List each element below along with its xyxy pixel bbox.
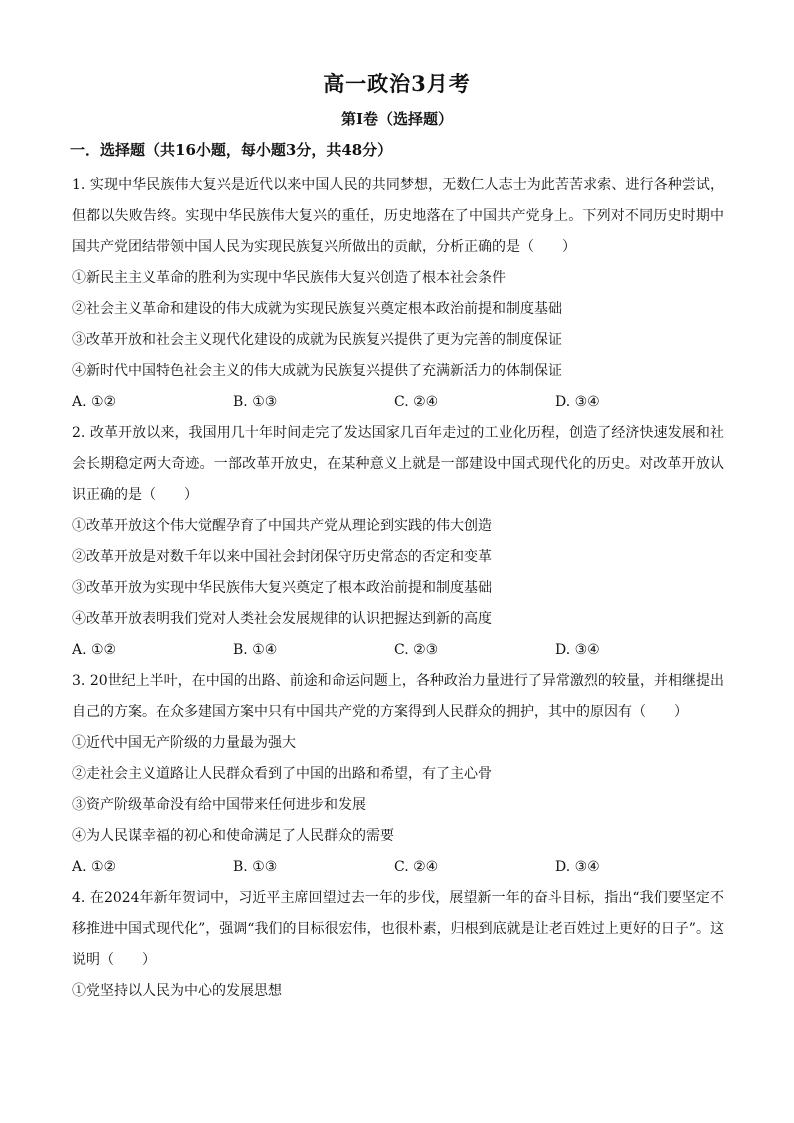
statement-option: ①新民主主义革命的胜利为实现中华民族伟大复兴创造了根本社会条件 [72,270,506,286]
section-heading: 一．选择题（共16小题，每小题3分，共48分） [70,141,393,159]
choice-c: C. ②③ [394,642,439,658]
statement-option: ③改革开放和社会主义现代化建设的成就为民族复兴提供了更为完善的制度保证 [72,332,562,348]
statement-option: ④为人民谋幸福的初心和使命满足了人民群众的需要 [72,828,394,844]
volume-subtitle: 第Ⅰ卷（选择题） [340,110,454,128]
statement-option: ①近代中国无产阶级的力量最为强大 [72,735,296,751]
answer-choices [72,852,724,883]
statement-option: ④新时代中国特色社会主义的伟大成就为民族复兴提供了充满新活力的体制保证 [72,363,562,379]
choice-d: D. ③④ [555,642,600,658]
statement-option: ②改革开放是对数千年以来中国社会封闭保守历史常态的否定和变革 [72,549,492,565]
question-list [72,170,724,1007]
choice-c: C. ②④ [394,859,439,875]
statement-option: ④改革开放表明我们党对人类社会发展规律的认识把握达到新的高度 [72,611,492,627]
statement-option: ②社会主义革命和建设的伟大成就为实现民族复兴奠定根本政治前提和制度基础 [72,301,562,317]
answer-choices [72,635,724,666]
statement-option: ①党坚持以人民为中心的发展思想 [72,983,282,999]
question-stem: 2. 改革开放以来，我国用几十年时间走完了发达国家几百年走过的工业化历程，创造了经济快速发展和社会长期稳定两大奇迹。一部改革开放史，在某种意义上就是一部建设中国式现代化的历史。对改革开放认识正确的是（ ） [72,425,724,503]
choice-d: D. ③④ [555,859,600,875]
statement-option: ③改革开放为实现中华民族伟大复兴奠定了根本政治前提和制度基础 [72,580,492,596]
question-4 [72,883,724,1007]
answer-choices [72,387,724,418]
statement-option: ①改革开放这个伟大觉醒孕育了中国共产党从理论到实践的伟大创造 [72,518,492,534]
choice-d: D. ③④ [555,394,600,410]
choice-a: A. ①② [72,642,117,658]
choice-b: B. ①④ [233,642,278,658]
choice-b: B. ①③ [233,859,278,875]
choice-a: A. ①② [72,394,117,410]
question-3 [72,666,724,883]
choice-a: A. ①② [72,859,117,875]
question-2 [72,418,724,666]
statement-option: ②走社会主义道路让人民群众看到了中国的出路和希望，有了主心骨 [72,766,492,782]
page-title: 高一政治3月考 [323,71,471,96]
choice-b: B. ①③ [233,394,278,410]
choice-c: C. ②④ [394,394,439,410]
question-stem: 1. 实现中华民族伟大复兴是近代以来中国人民的共同梦想，无数仁人志士为此苦苦求索、进行各种尝试，但都以失败告终。实现中华民族伟大复兴的重任，历史地落在了中国共产党身上。下列对不同历史时期中国共产党团结带领中国人民为实现民族复兴所做出的贡献，分析正确的是（ ） [72,177,724,255]
statement-option: ③资产阶级革命没有给中国带来任何进步和发展 [72,797,366,813]
question-stem: 3. 20世纪上半叶，在中国的出路、前途和命运问题上，各种政治力量进行了异常激烈的较量，并相继提出自己的方案。在众多建国方案中只有中国共产党的方案得到人民群众的拥护，其中的原因有（ ） [72,673,724,720]
question-1 [72,170,724,418]
question-stem: 4. 在2024年新年贺词中，习近平主席回望过去一年的步伐，展望新一年的奋斗目标，指出“我们要坚定不移推进中国式现代化”，强调“我们的目标很宏伟，也很朴素，归根到底就是让老百姓过上更好的日子”。这说明（ ） [72,890,724,968]
